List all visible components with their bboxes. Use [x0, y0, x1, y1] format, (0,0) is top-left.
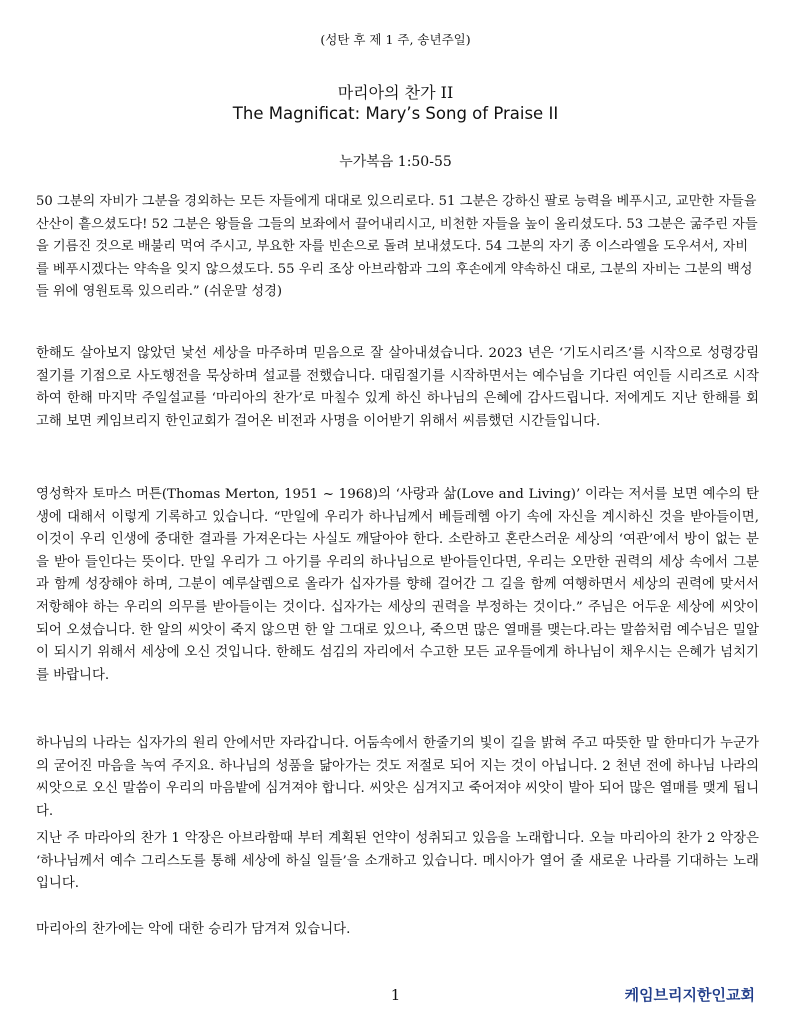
paragraph-2: 영성학자 토마스 머튼(Thomas Merton, 1951 ~ 1968)의 ‘사랑과 삶(Love and Living)’ 이라는 저서를 보면 예수의 탄생에 대해서 이렇게 기록하고 있습니다. “만일에 우리가 하나님께서 베들레헴 아기 속에 자신을 계시하신 것을 받아들이면, 이것이 우리 인생에 중대한 결과를 가져온다는 사실도 깨달아야 한다. 소란하고 혼란스러운 세상의 ‘여관’에서 방이 없는 분을 받아 들인다는 뜻이다. 만일 우리가 그 아기를 우리의 하나님으로 받아들인다면, 우리는 오만한 권력의 세상 속에서 그분과 함께 성장해야 하며, 그분이 예루살렘으로 올라가 십자가를 향해 걸어간 그 길을 함께 여행하면서 세상의 권력에 맞서서 저항해야 하는 우리의 의무를 받아들이는 것이다. 십자가는 세상의 권력을 부정하는 것이다.” 주님은 어두운 세상에 씨앗이 되어 오셨습니다. 한 알의 씨앗이 죽지 않으면 한 알 그대로 있으나, 죽으면 많은 열매를 맺는다.라는 말씀처럼 예수님은 밀알이 되시기 위해서 세상에 오신 것입니다. 한해도 섬김의 자리에서 수고한 모든 교우들에게 하나님이 채우시는 은혜가 넘치기를 바랍니다. — [36, 487, 759, 683]
scripture-text: 50 그분의 자비가 그분을 경외하는 모든 자들에게 대대로 있으리로다. 51 그분은 강하신 팔로 능력을 베푸시고, 교만한 자들을 산산이 흩으셨도다! 52 그분은 왕들을 그들의 보좌에서 끌어내리시고, 비천한 자들을 높이 올리셨도다. 53 그분은 굶주린 자들을 기름진 것으로 배불리 먹여 주시고, 부요한 자를 빈손으로 돌려 보내셨도다. 54 그분의 자기 종 이스라엘을 도우셔서, 자비를 베푸시겠다는 약속을 잊지 않으셨도다. 55 우리 조상 아브라함과 그의 후손에게 약속하신 대로, 그분의 자비는 그분의 백성들 위에 영원토록 있으리라.” (쉬운말 성경) — [36, 194, 758, 300]
sermon-title-english: The Magnificat: Mary’s Song of Praise II — [232, 104, 559, 123]
occasion-label: (성탄 후 제 1 주, 송년주일) — [320, 32, 471, 47]
scripture-reference: 누가복음 1:50-55 — [339, 154, 452, 170]
paragraph-3: 하나님의 나라는 십자가의 원리 안에서만 자라갑니다. 어둠속에서 한줄기의 빛이 길을 밝혀 주고 따뜻한 말 한마디가 누군가의 굳어진 마음을 녹여 주지요. 하나님의 성품을 닮아가는 것도 저절로 되어 지는 것이 아닙니다. 2 천년 전에 하나님 나라의 씨앗으로 오신 말씀이 우리의 마음밭에 심겨져야 합니다. 씨앗은 심겨지고 죽어져야 씨앗이 발아 되어 많은 열매를 맺게 됩니다. — [36, 736, 759, 819]
sermon-title-korean: 마리아의 찬가 II — [337, 83, 454, 102]
church-name-logo: 케임브리지한인교회 — [624, 986, 755, 1004]
paragraph-4: 지난 주 마라아의 찬가 1 악장은 아브라함때 부터 계획된 언약이 성취되고 있음을 노래합니다. 오늘 마리아의 찬가 2 악장은 ‘하나님께서 예수 그리스도를 통해 세상에 하실 일들’을 소개하고 있습니다. 메시아가 열어 줄 새로운 나라를 기대하는 노래입니다. — [36, 831, 759, 892]
paragraph-1: 한해도 살아보지 않았던 낯선 세상을 마주하며 믿음으로 잘 살아내셨습니다. 2023 년은 ‘기도시리즈’를 시작으로 성령강림절기를 기점으로 사도행전을 묵상하며 설교를 전했습니다. 대림절기를 시작하면서는 예수님을 기다린 여인들 시리즈로 시작하여 한해 마지막 주일설교를 ‘마리아의 찬가’로 마칠수 있게 하신 하나님의 은혜에 감사드립니다. 저에게도 지난 한해를 회고해 보면 케임브리지 한인교회가 걸어온 비전과 사명을 이어받기 위해서 씨름했던 시간들입니다. — [36, 346, 759, 429]
paragraph-5: 마리아의 찬가에는 악에 대한 승리가 담겨져 있습니다. — [36, 922, 351, 937]
page-number: 1 — [390, 986, 401, 1004]
